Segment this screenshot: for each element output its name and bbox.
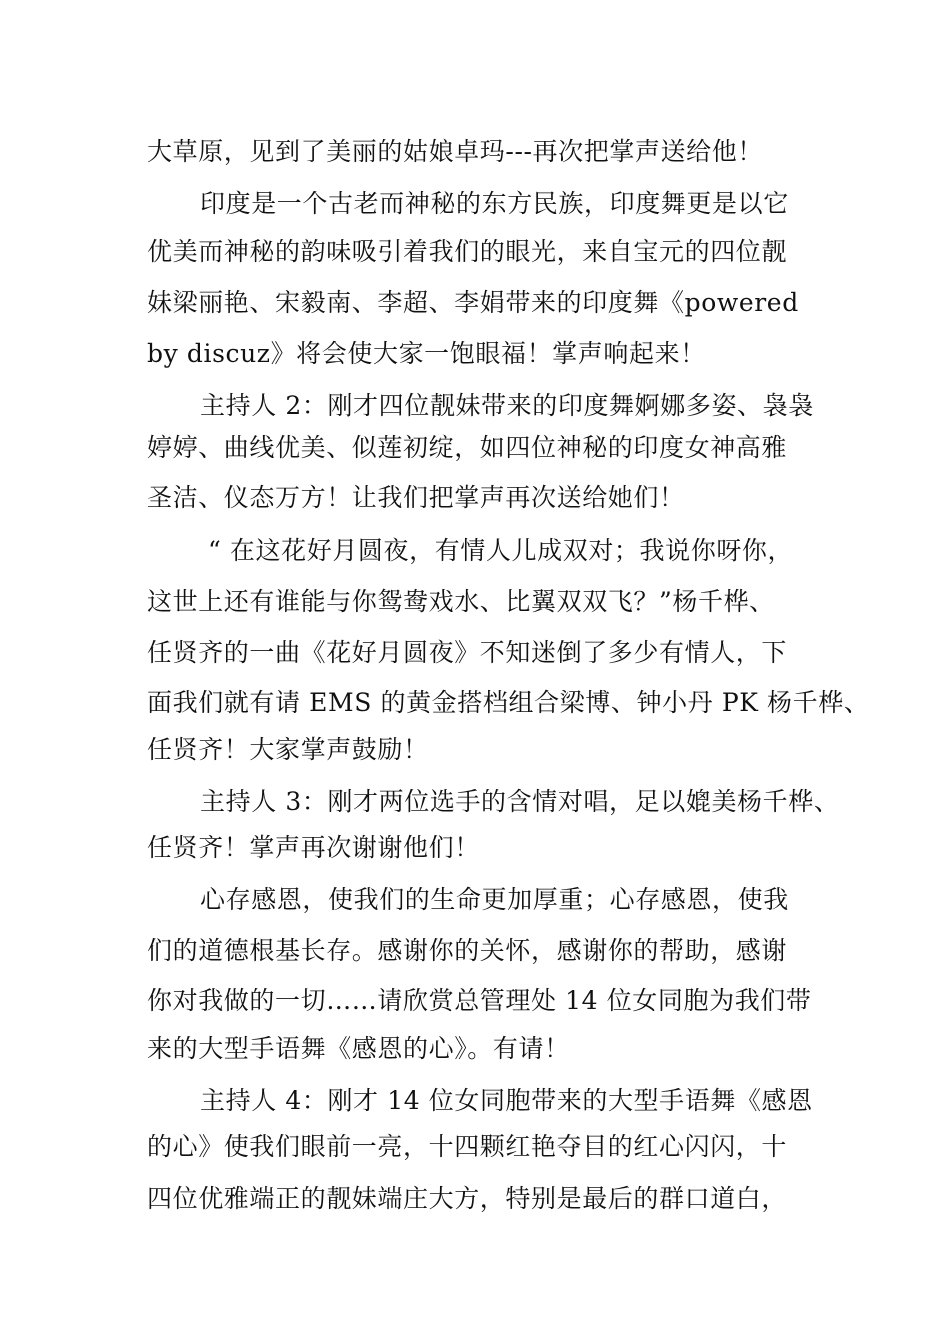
text-line: 任贤齐的一曲《花好月圆夜》不知迷倒了多少有情人，下 bbox=[147, 638, 788, 667]
paragraph-start-line: 主持人 2：刚才四位靓妹带来的印度舞婀娜多姿、袅袅 bbox=[200, 391, 814, 420]
text-line: 四位优雅端正的靓妹端庄大方，特别是最后的群口道白， bbox=[147, 1184, 788, 1213]
text-line: 优美而神秘的韵味吸引着我们的眼光，来自宝元的四位靓 bbox=[147, 237, 788, 266]
text-line: 你对我做的一切……请欣赏总管理处 14 位女同胞为我们带 bbox=[147, 986, 812, 1015]
text-line: 这世上还有谁能与你鸳鸯戏水、比翼双双飞？”杨千桦、 bbox=[147, 587, 775, 616]
text-line: 妹梁丽艳、宋毅南、李超、李娟带来的印度舞《powered bbox=[147, 288, 799, 317]
paragraph-start-line: 主持人 4：刚才 14 位女同胞带来的大型手语舞《感恩 bbox=[200, 1086, 813, 1115]
text-line: 圣洁、仪态万方！让我们把掌声再次送给她们！ bbox=[147, 483, 685, 512]
text-line: 任贤齐！掌声再次谢谢他们！ bbox=[147, 833, 480, 862]
text-line: 们的道德根基长存。感谢你的关怀，感谢你的帮助，感谢 bbox=[147, 936, 788, 965]
paragraph-start-line: 主持人 3：刚才两位选手的含情对唱，足以媲美杨千桦、 bbox=[200, 787, 840, 816]
quote-line: “ 在这花好月圆夜，有情人儿成双对；我说你呀你， bbox=[208, 536, 794, 565]
text-line: 大草原，见到了美丽的姑娘卓玛---再次把掌声送给他！ bbox=[147, 137, 763, 166]
paragraph-start-line: 心存感恩，使我们的生命更加厚重；心存感恩，使我 bbox=[200, 885, 789, 914]
text-line: by discuz》将会使大家一饱眼福！掌声响起来！ bbox=[147, 339, 706, 368]
text-line: 任贤齐！大家掌声鼓励！ bbox=[147, 735, 429, 764]
text-line: 婷婷、曲线优美、似莲初绽，如四位神秘的印度女神高雅 bbox=[147, 433, 788, 462]
text-line: 面我们就有请 EMS 的黄金搭档组合梁博、钟小丹 PK 杨千桦、 bbox=[147, 688, 870, 717]
paragraph-start-line: 印度是一个古老而神秘的东方民族，印度舞更是以它 bbox=[200, 189, 789, 218]
text-line: 的心》使我们眼前一亮，十四颗红艳夺目的红心闪闪，十 bbox=[147, 1132, 788, 1161]
text-line: 来的大型手语舞《感恩的心》。有请！ bbox=[147, 1034, 570, 1063]
